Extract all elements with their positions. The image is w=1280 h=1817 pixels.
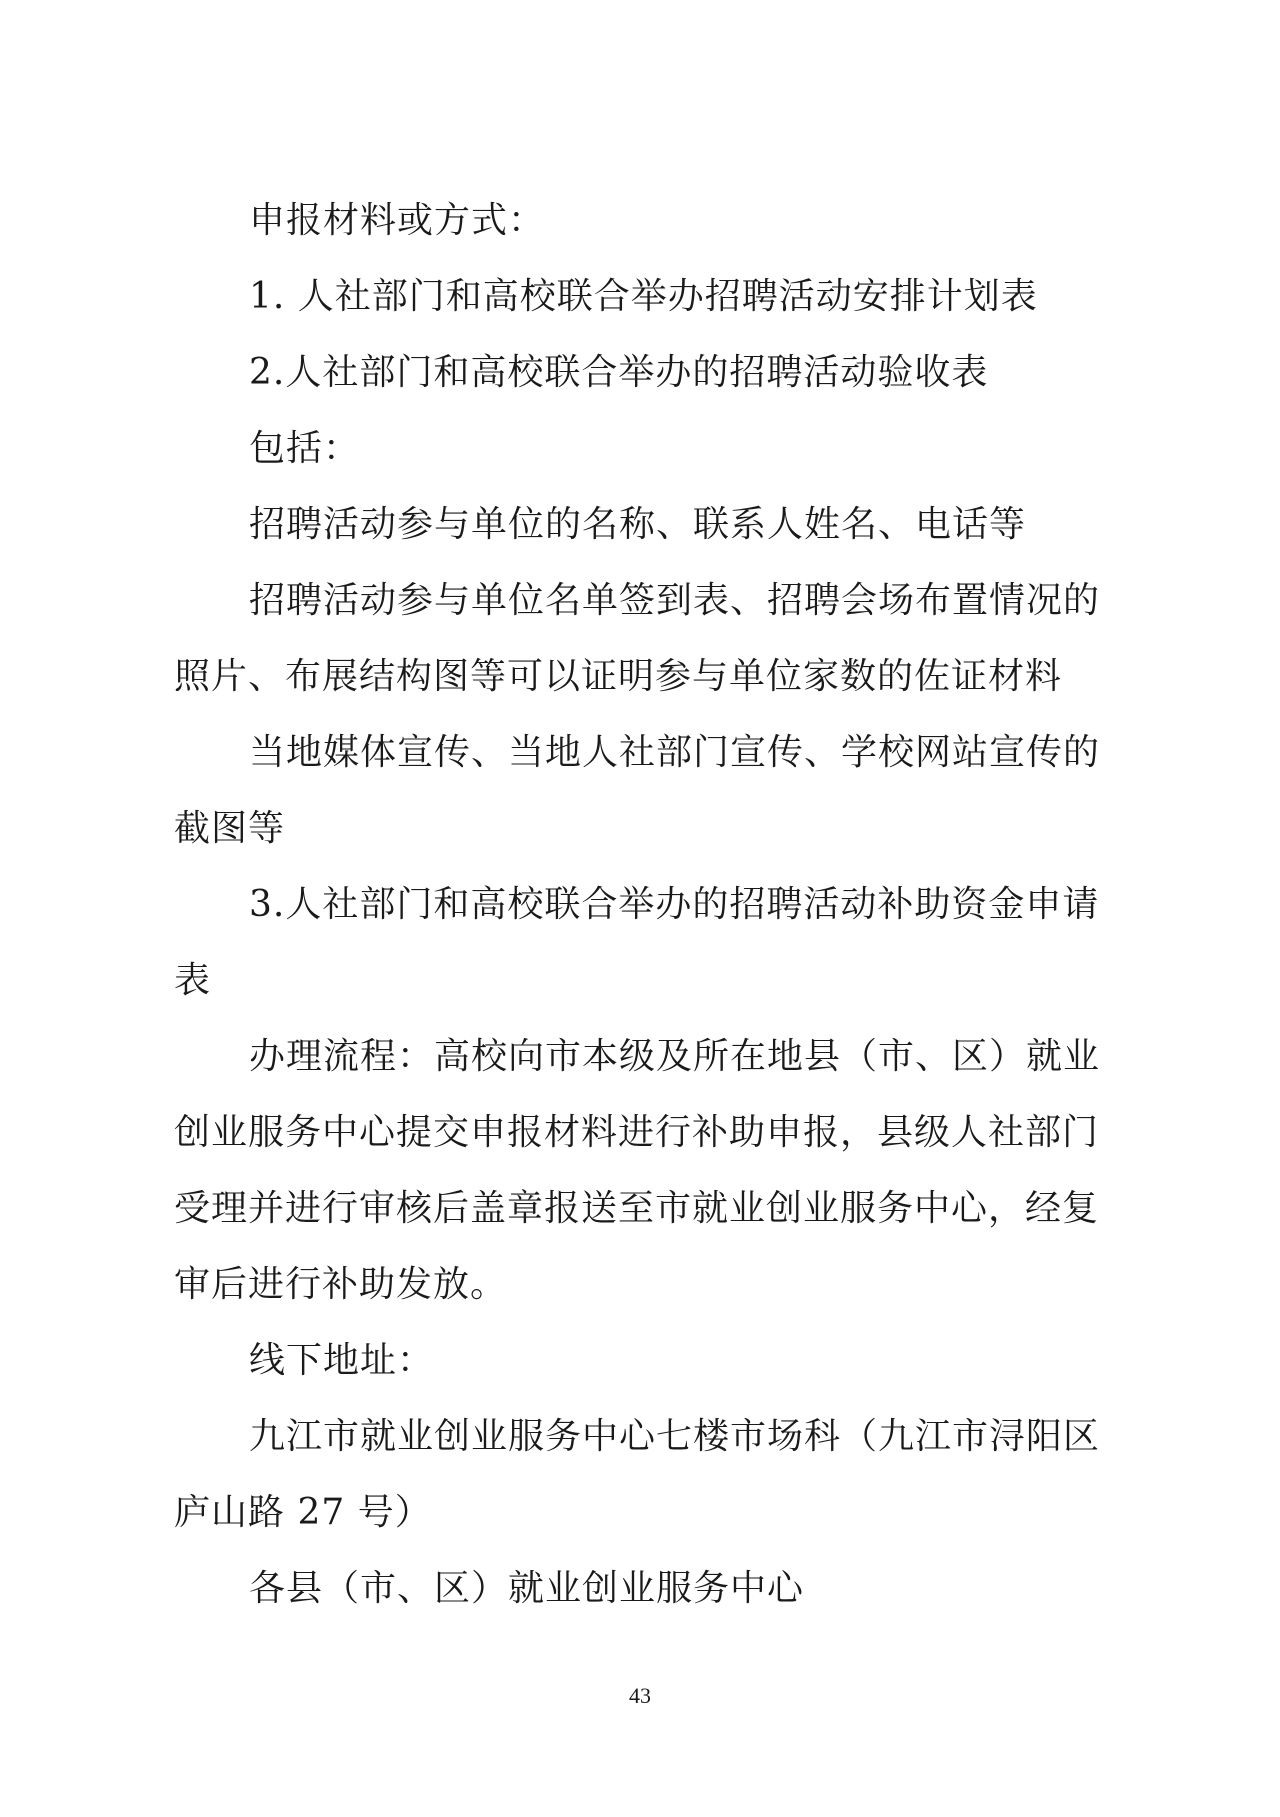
list-item-2: 2.人社部门和高校联合举办的招聘活动验收表 (249, 352, 989, 393)
include-item-contacts: 招聘活动参与单位的名称、联系人姓名、电话等 (249, 504, 1027, 545)
offline-address-label: 线下地址： (249, 1340, 435, 1381)
list-item-3-line-1: 3.人社部门和高校联合举办的招聘活动补助资金申请 (249, 884, 1100, 925)
address-line-2: 庐山路 27 号） (174, 1492, 432, 1533)
process-line-3: 受理并进行审核后盖章报送至市就业创业服务中心，经复 (174, 1188, 1100, 1229)
process-line-4: 审后进行补助发放。 (174, 1264, 508, 1305)
page-number: 43 (629, 1683, 651, 1708)
process-line-2: 创业服务中心提交申报材料进行补助申报，县级人社部门 (174, 1112, 1100, 1153)
county-service-centers: 各县（市、区）就业创业服务中心 (249, 1568, 805, 1609)
include-item-signin-line-1: 招聘活动参与单位名单签到表、招聘会场布置情况的 (249, 580, 1101, 621)
include-item-media-line-2: 截图等 (174, 808, 286, 849)
list-item-1: 1. 人社部门和高校联合举办招聘活动安排计划表 (249, 276, 1038, 317)
include-item-signin-line-2: 照片、布展结构图等可以证明参与单位家数的佐证材料 (174, 656, 1063, 697)
list-item-3-line-2: 表 (174, 960, 212, 1001)
address-line-1: 九江市就业创业服务中心七楼市场科（九江市浔阳区 (249, 1416, 1101, 1457)
include-item-media-line-1: 当地媒体宣传、当地人社部门宣传、学校网站宣传的 (249, 732, 1101, 773)
heading-application-materials: 申报材料或方式： (249, 200, 546, 241)
includes-label: 包括： (249, 428, 361, 469)
process-line-1: 办理流程：高校向市本级及所在地县（市、区）就业 (249, 1036, 1101, 1077)
